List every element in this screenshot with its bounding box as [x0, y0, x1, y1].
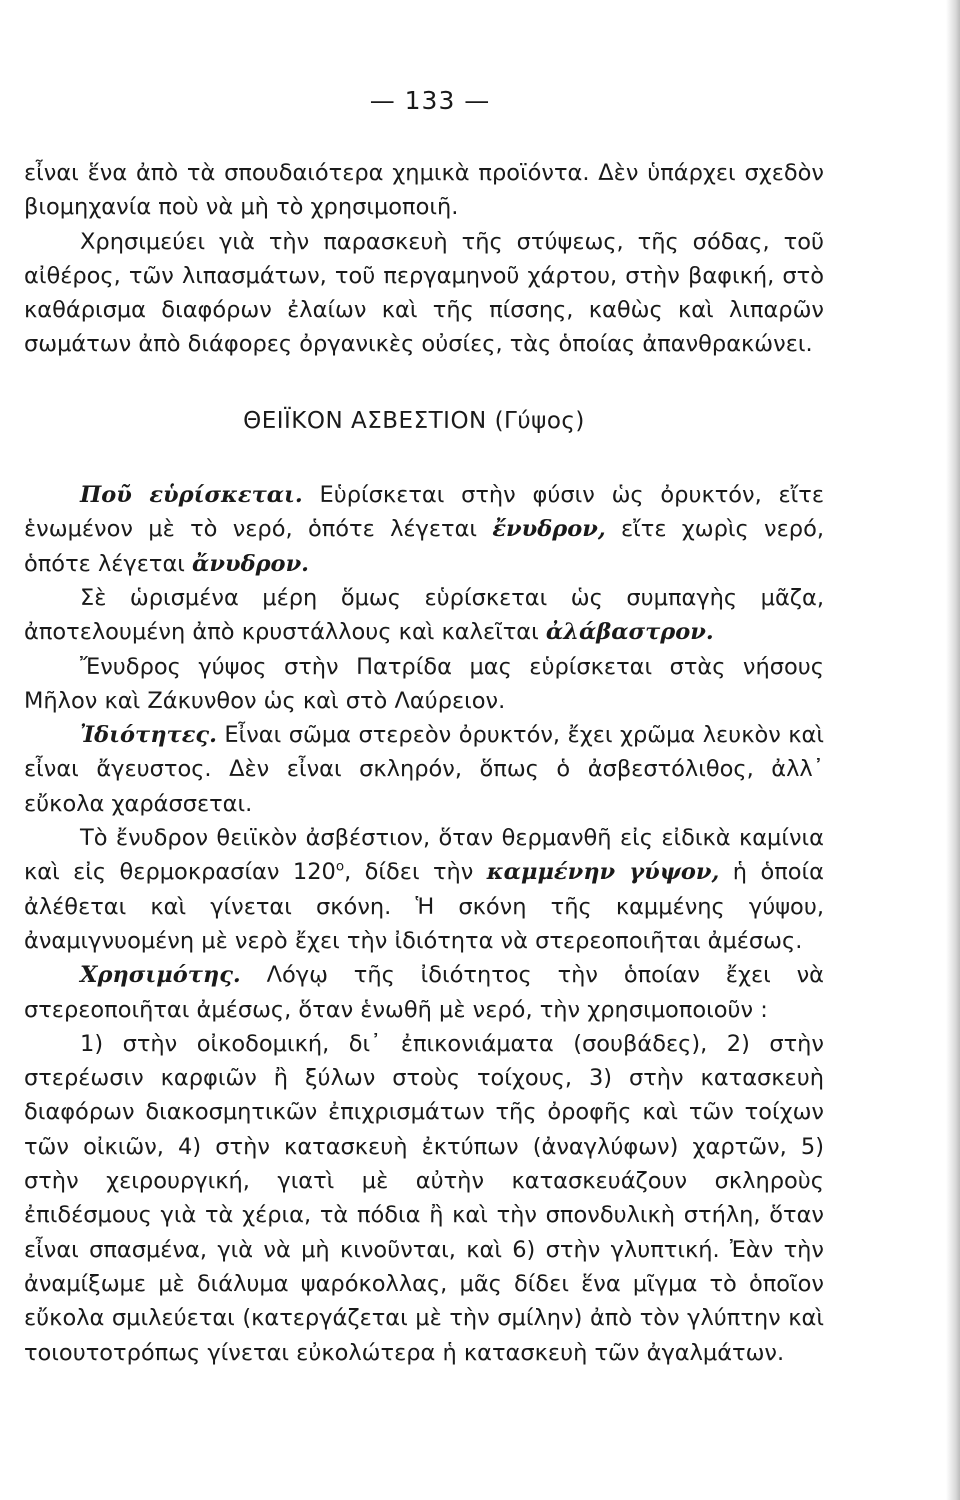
paragraph-label: Ποῦ εὑρίσκεται. — [80, 482, 303, 509]
term-hydrous: ἔνυδρον, — [492, 516, 606, 543]
term-anhydrous: ἄνυδρον. — [192, 550, 310, 577]
degree-sign: ο — [335, 858, 345, 875]
page-edge-shadow — [946, 0, 960, 1500]
paragraph-uses-acid — [24, 225, 824, 362]
paragraph-continuation — [24, 156, 824, 225]
paragraph-text: Λόγῳ τῆς ἰδιότητος τὴν ὁποίαν ἔχει νὰ στερεοποιῆται ἀμέσως, ὅταν ἑνωθῆ μὲ νερό, τὴν χρησιμοποιοῦν : — [24, 962, 824, 1023]
paragraph-text: , δίδει τὴν — [344, 859, 487, 886]
page-body — [24, 156, 824, 1370]
paragraph-alabaster — [24, 581, 824, 650]
term-burnt-gypsum: καμμένην γύψον, — [486, 859, 720, 886]
paragraph-text: 1) στὴν οἰκοδομική, δι᾽ ἐπικονιάματα (σουβάδες), 2) στὴν στερέωσιν καρφιῶν ἢ ξύλων στοὺς τοίχους, 3) στὴν κατασκευὴ διαφόρων διακοσμητικῶν ἐπιχρισμάτων τῆς ὀροφῆς καὶ τῶν τοίχων τῶν οἰκιῶν, 4) στὴν κατασκευὴ ἐκτύπων (ἀναγλύφων) χαρτῶν, 5) στὴν χειρουργική, γιατὶ μὲ αὐτὴν κατασκευάζουν σκληροὺς ἐπιδέσμους γιὰ τὰ χέρια, τὰ πόδια ἢ καὶ τὴν σπονδυλικὴ στήλη, ὅταν εἶναι σπασμένα, γιὰ νὰ μὴ κινοῦνται, καὶ 6) στὴν γλυπτική. Ἐὰν τὴν ἀναμίξωμε μὲ διάλυμα ψαρόκολλας, μᾶς δίδει ἕνα μῖγμα τὸ ὁποῖον εὔκολα σμιλεύεται (κατεργάζεται μὲ τὴν σμίλην) ἀπὸ τὸν γλύπτην καὶ τοιουτοτρόπως γίνεται εὐκολώτερα ἡ κατασκευὴ τῶν ἀγαλμάτων. — [24, 1030, 824, 1366]
paragraph-text: εἴτε χωρὶς νερό, ὁπότε λέγεται — [24, 516, 824, 577]
paragraph-text: ἡ ὁποία ἀλέθεται καὶ γίνεται σκόνη. Ἡ σκόνη τῆς καμμένης γύψου, ἀναμιγνυομένη μὲ νερὸ ἔχει τὴν ἰδιότητα νὰ στερεοποιῆται ἀμέσως. — [24, 859, 824, 954]
paragraph-properties — [24, 718, 824, 821]
paragraph-heating — [24, 821, 824, 958]
paragraph-uses-list — [24, 1027, 824, 1370]
paragraph-label: Ἰδιότητες. — [80, 722, 217, 749]
paragraph-usefulness — [24, 958, 824, 1027]
paragraph-text: Χρησιμεύει γιὰ τὴν παρασκευὴ τῆς στύψεως, τῆς σόδας, τοῦ αἰθέρος, τῶν λιπασμάτων, τοῦ περγαμηνοῦ χάρτου, στὴν βαφική, στὸ καθάρισμα διαφόρων ἐλαίων καὶ τῆς πίσσης, καθὼς καὶ λιπαρῶν σωμάτων ἀπὸ διάφορες ὀργανικὲς οὐσίες, τὰς ὁποίας ἀπανθρακώνει. — [24, 228, 824, 358]
paragraph-text: Τὸ ἔνυδρον θειϊκὸν ἀσβέστιον, ὅταν θερμανθῆ εἰς εἰδικὰ καμίνια καὶ εἰς θερμοκρασίαν 120 — [24, 825, 824, 886]
paragraph-text: Εὑρίσκεται στὴν φύσιν ὡς ὀρυκτόν, εἴτε ἑνωμένον μὲ τὸ νερό, ὁπότε λέγεται — [24, 482, 824, 543]
paragraph-label: Χρησιμότης. — [80, 962, 241, 989]
paragraph-text: Σὲ ὡρισμένα μέρη ὅμως εὑρίσκεται ὡς συμπαγὴς μᾶζα, ἀποτελουμένη ἀπὸ κρυστάλλους καὶ καλεῖται — [24, 584, 824, 646]
term-alabaster: ἀλάβαστρον. — [545, 619, 714, 646]
paragraph-text: Ἔνυδρος γύψος στὴν Πατρίδα μας εὑρίσκεται στὰς νήσους Μῆλον καὶ Ζάκυνθον ὡς καὶ στὸ Λαύρειον. — [24, 653, 824, 714]
page-number: — 133 — — [369, 86, 491, 115]
paragraph-text: εἶναι ἕνα ἀπὸ τὰ σπουδαιότερα χημικὰ προϊόντα. Δὲν ὑπάρχει σχεδὸν βιομηχανία ποὺ νὰ μὴ τὸ χρησιμοποιῆ. — [24, 160, 824, 221]
section-heading: ΘΕΙΪΚΟΝ ΑΣΒΕΣΤΙΟΝ (Γύψος) — [243, 407, 585, 434]
paragraph-where-found — [24, 478, 824, 581]
paragraph-text: Εἶναι σῶμα στερεὸν ὀρυκτόν, ἔχει χρῶμα λευκὸν καὶ εἶναι ἄγευστος. Δὲν εἶναι σκληρόν, ὅπως ὁ ἀσβεστόλιθος, ἀλλ᾽ εὔκολα χαράσσεται. — [24, 722, 824, 817]
paragraph-locations — [24, 650, 824, 719]
